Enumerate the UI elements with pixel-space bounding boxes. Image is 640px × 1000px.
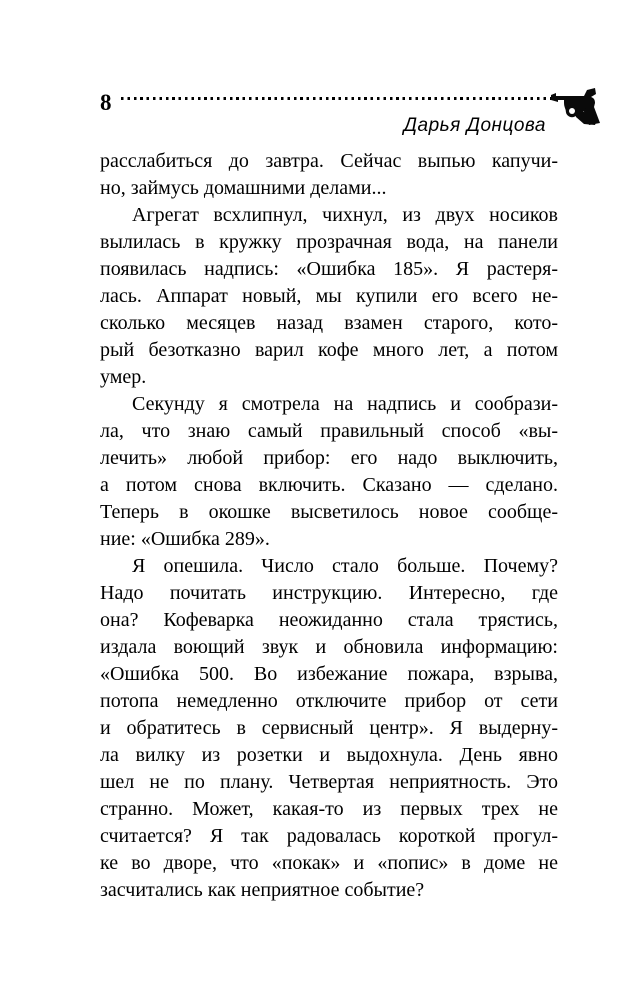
- pistol-icon: [550, 87, 600, 125]
- text-line: издала воющий звук и обновила информацию:: [100, 636, 558, 658]
- text-line: странно. Может, какая-то из первых трех не: [100, 798, 558, 820]
- text-line: шел не по плану. Четвертая неприятность. Это: [100, 771, 558, 793]
- text-line: засчитались как неприятное событие?: [100, 879, 425, 901]
- text-line: появилась надпись: «Ошибка 185». Я растеря-: [100, 258, 558, 280]
- text-line: Надо почитать инструкцию. Интересно, где: [100, 582, 558, 604]
- text-line: расслабиться до завтра. Сейчас выпью капучи-: [100, 150, 558, 172]
- text-line: Агрегат всхлипнул, чихнул, из двух носиков: [132, 204, 558, 226]
- text-line: лась. Аппарат новый, мы купили его всего не-: [100, 285, 558, 307]
- text-line: ла вилку из розетки и выдохнула. День явно: [100, 744, 558, 766]
- page-text: [100, 148, 558, 904]
- text-line: она? Кофеварка неожиданно стала трястись,: [100, 609, 558, 631]
- text-line: Секунду я смотрела на надпись и сообрази-: [132, 393, 558, 415]
- text-line: а потом снова включить. Сказано — сделано.: [100, 474, 558, 496]
- text-line: ние: «Ошибка 289».: [100, 528, 270, 550]
- text-line: лечить» любой прибор: его надо выключить,: [100, 447, 558, 469]
- text-line: но, займусь домашними делами...: [100, 177, 387, 199]
- page-header: [100, 92, 558, 137]
- text-line: рый безотказно варил кофе много лет, а потом: [100, 339, 558, 361]
- text-line: сколько месяцев назад взамен старого, кото-: [100, 312, 558, 334]
- text-line: вылилась в кружку прозрачная вода, на панели: [100, 231, 558, 253]
- text-line: и обратитесь в сервисный центр». Я выдерну-: [100, 717, 558, 739]
- text-line: ке во дворе, что «покак» и «попис» в доме не: [100, 852, 558, 874]
- text-line: ла, что знаю самый правильный способ «вы-: [100, 420, 558, 442]
- header-rule-row: [100, 92, 558, 114]
- text-line: Теперь в окошке высветилось новое сообще-: [100, 501, 558, 523]
- text-line: потопа немедленно отключите прибор от сети: [100, 690, 558, 712]
- text-line: Я опешила. Число стало больше. Почему?: [132, 555, 558, 577]
- text-line: считается? Я так радовалась короткой прогул-: [100, 825, 558, 847]
- dotted-leader: [121, 97, 559, 100]
- page-content: [100, 92, 558, 904]
- author-name: Дарья Донцова: [403, 115, 546, 136]
- text-line: умер.: [100, 366, 147, 388]
- page-number: 8: [100, 90, 112, 115]
- text-line: «Ошибка 500. Во избежание пожара, взрыва,: [100, 663, 558, 685]
